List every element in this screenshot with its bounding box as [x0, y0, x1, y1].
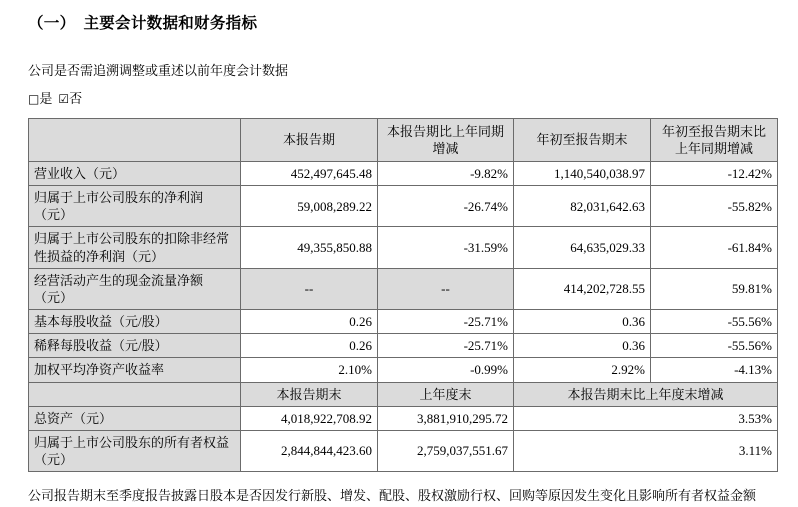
table-row-net-profit — [29, 186, 778, 227]
cell-value: 4,018,922,708.92 — [241, 406, 378, 430]
cell-value: 2.92% — [514, 358, 651, 382]
cell-value: 3.53% — [514, 406, 778, 430]
cell-value: 1,140,540,038.97 — [514, 162, 651, 186]
cell-value: -- — [378, 268, 514, 309]
table-row-weighted-avg-roe — [29, 358, 778, 382]
cell-value: -61.84% — [651, 227, 778, 268]
cell-value: 49,355,850.88 — [241, 227, 378, 268]
cell-value: 0.26 — [241, 334, 378, 358]
table-row-net-profit-excl-nonrecurring — [29, 227, 778, 268]
cell-value: -9.82% — [378, 162, 514, 186]
cell-value: 82,031,642.63 — [514, 186, 651, 227]
cell-value: 3.11% — [514, 430, 778, 471]
cell-value: 59.81% — [651, 268, 778, 309]
option-no-label: 否 — [69, 91, 83, 106]
restate-answer-line — [28, 88, 770, 107]
cell-value: 3,881,910,295.72 — [378, 406, 514, 430]
cell-label: 归属于上市公司股东的所有者权益（元） — [29, 430, 241, 471]
table-row-basic-eps — [29, 310, 778, 334]
column-header-blank — [29, 382, 241, 406]
column-header-blank — [29, 119, 241, 162]
footer-note: 公司报告期末至季度报告披露日股本是否因发行新股、增发、配股、股权激励行权、回购等原因发生变化且影响所有者权益金额 — [28, 488, 757, 504]
cell-value: 59,008,289.22 — [241, 186, 378, 227]
cell-label: 总资产（元） — [29, 406, 241, 430]
cell-label: 加权平均净资产收益率 — [29, 358, 241, 382]
column-header-period-end-change: 本报告期末比上年度末增减 — [514, 382, 778, 406]
table-header-row-period — [29, 119, 778, 162]
cell-value: -12.42% — [651, 162, 778, 186]
column-header-prior-year-end: 上年度末 — [378, 382, 514, 406]
cell-value: -26.74% — [378, 186, 514, 227]
cell-label: 经营活动产生的现金流量净额（元） — [29, 268, 241, 309]
cell-value: -55.56% — [651, 334, 778, 358]
cell-value: -55.82% — [651, 186, 778, 227]
cell-label: 归属于上市公司股东的扣除非经常性损益的净利润（元） — [29, 227, 241, 268]
table-row-owners-equity — [29, 430, 778, 471]
cell-value: -25.71% — [378, 334, 514, 358]
cell-value: 2,844,844,423.60 — [241, 430, 378, 471]
column-header-yoy-change: 本报告期比上年同期增减 — [378, 119, 514, 162]
section-title: （一） 主要会计数据和财务指标 — [28, 15, 258, 32]
table-row-diluted-eps — [29, 334, 778, 358]
cell-value: -0.99% — [378, 358, 514, 382]
cell-value: -25.71% — [378, 310, 514, 334]
cell-label: 营业收入（元） — [29, 162, 241, 186]
table-row-operating-cash-flow — [29, 268, 778, 309]
cell-value: -31.59% — [378, 227, 514, 268]
cell-label: 稀释每股收益（元/股） — [29, 334, 241, 358]
column-header-current-period: 本报告期 — [241, 119, 378, 162]
cell-value: 0.36 — [514, 310, 651, 334]
checkbox-unchecked-icon: □ — [28, 92, 40, 106]
cell-label: 归属于上市公司股东的净利润（元） — [29, 186, 241, 227]
option-yes-label: 是 — [39, 91, 53, 106]
column-header-ytd: 年初至报告期末 — [514, 119, 651, 162]
cell-value: 414,202,728.55 — [514, 268, 651, 309]
table-header-row-period-end — [29, 382, 778, 406]
cell-value: 452,497,645.48 — [241, 162, 378, 186]
cell-value: 2,759,037,551.67 — [378, 430, 514, 471]
cell-value: -4.13% — [651, 358, 778, 382]
table-row-total-assets — [29, 406, 778, 430]
cell-value: -55.56% — [651, 310, 778, 334]
checkbox-checked-icon: ☑ — [58, 92, 70, 106]
column-header-period-end: 本报告期末 — [241, 382, 378, 406]
restate-question: 公司是否需追溯调整或重述以前年度会计数据 — [28, 63, 289, 78]
cell-value: 64,635,029.33 — [514, 227, 651, 268]
cell-value: 2.10% — [241, 358, 378, 382]
table-row-revenue — [29, 162, 778, 186]
cell-value: -- — [241, 268, 378, 309]
cell-label: 基本每股收益（元/股） — [29, 310, 241, 334]
column-header-ytd-yoy-change: 年初至报告期末比上年同期增减 — [651, 119, 778, 162]
cell-value: 0.26 — [241, 310, 378, 334]
cell-value: 0.36 — [514, 334, 651, 358]
financial-indicators-table — [28, 118, 778, 472]
